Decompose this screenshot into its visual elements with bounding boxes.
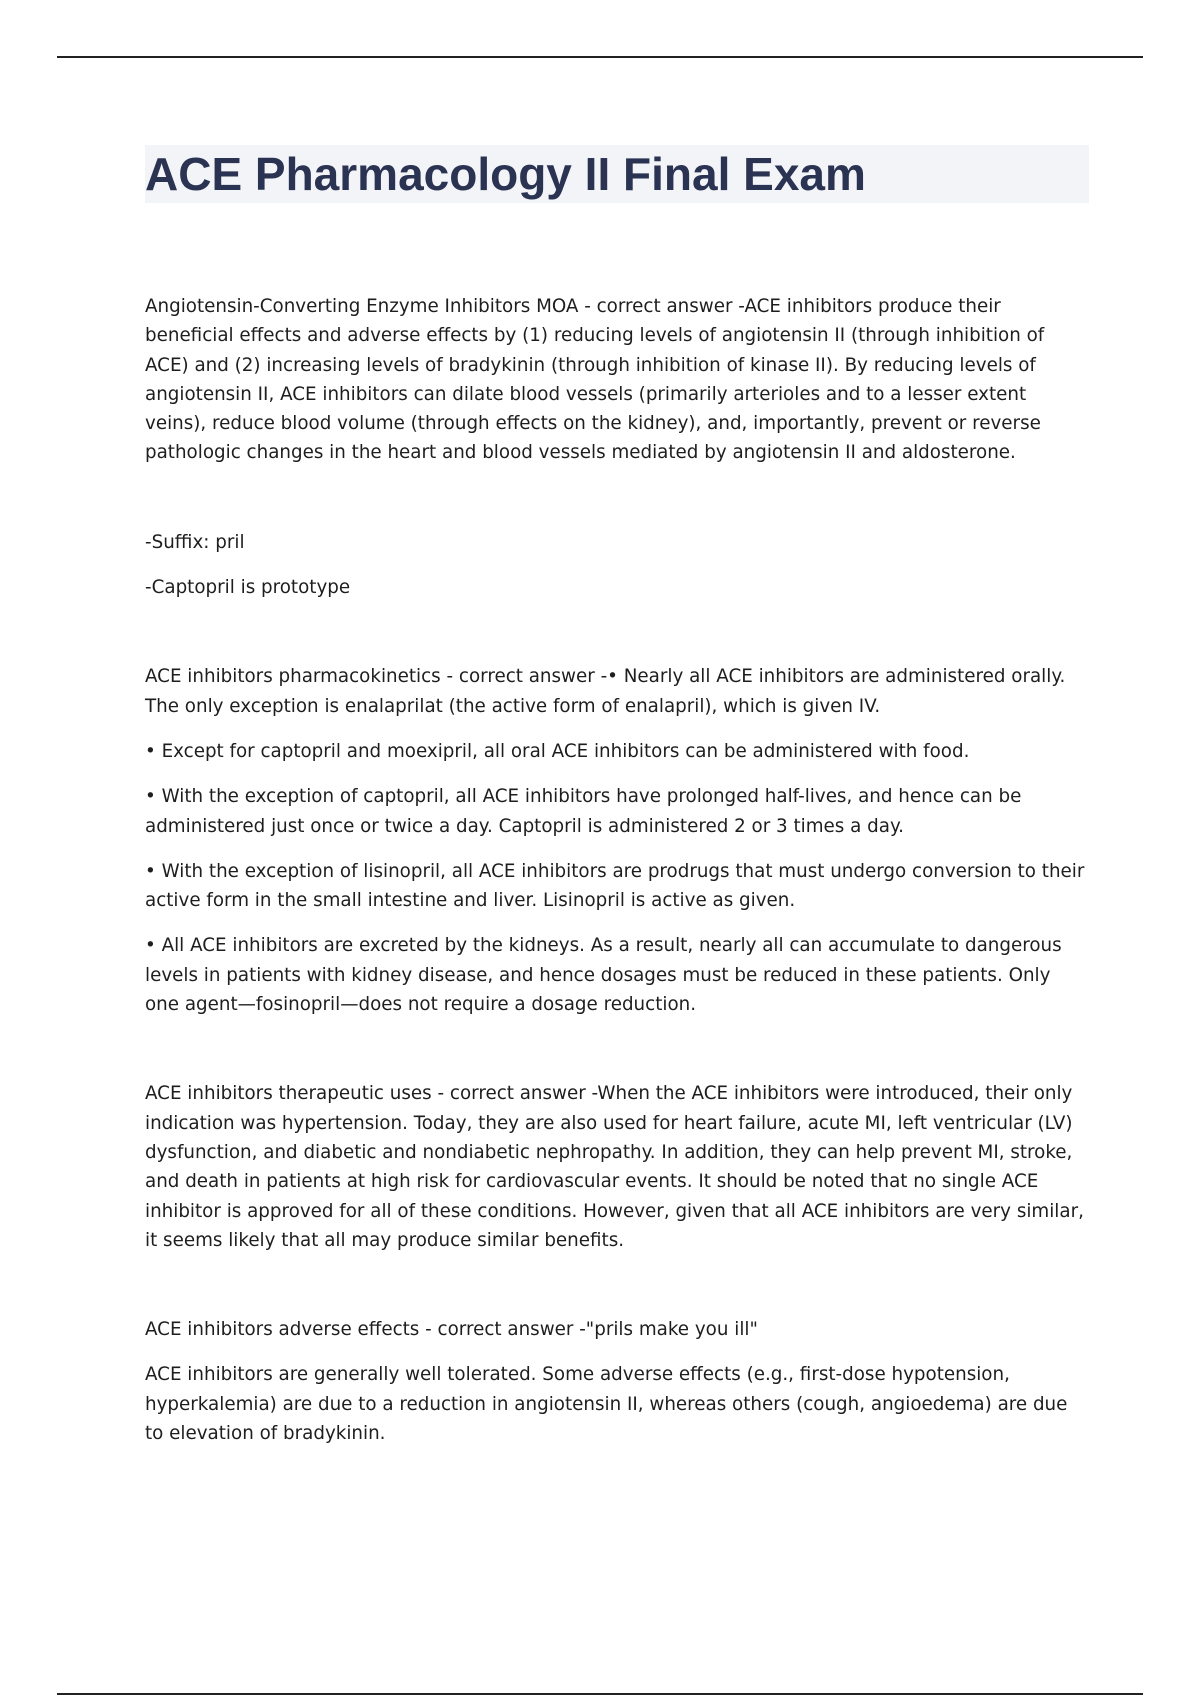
document-body bbox=[145, 292, 1090, 1448]
header-rule bbox=[57, 56, 1143, 58]
paragraph-prototype: -Captopril is prototype bbox=[145, 577, 351, 599]
section-moa bbox=[145, 292, 1090, 602]
paragraph-pk-half-lives: • With the exception of captopril, all ACE inhibitors have prolonged half-lives, and hence can be administered just once or twice a day. Captopril is administered 2 or 3 times a day. bbox=[145, 786, 1022, 837]
page-title: ACE Pharmacology II Final Exam bbox=[145, 148, 866, 200]
paragraph-pk-answer: ACE inhibitors pharmacokinetics - correct answer -• Nearly all ACE inhibitors are administered orally. The only exception is enalaprilat (the active form of enalapril), which is given IV. bbox=[145, 666, 1066, 717]
paragraph-pk-prodrugs: • With the exception of lisinopril, all ACE inhibitors are prodrugs that must undergo conversion to their active form in the small intestine and liver. Lisinopril is active as given. bbox=[145, 860, 1085, 912]
paragraph-pk-excretion: • All ACE inhibitors are excreted by the kidneys. As a result, nearly all can accumulate to dangerous levels in patients with kidney disease, and hence dosages must be reduced in these patients. Only one agent—fosinopril—does not require a dosage reduction. bbox=[145, 935, 1062, 1016]
paragraph-suffix: -Suffix: pril bbox=[145, 531, 245, 553]
section-adverse-effects bbox=[145, 1315, 1090, 1448]
section-therapeutic-uses bbox=[145, 1079, 1090, 1255]
section-pharmacokinetics bbox=[145, 662, 1090, 1019]
paragraph-adverse-answer: ACE inhibitors adverse effects - correct answer -"prils make you ill" bbox=[145, 1319, 758, 1341]
footer-rule bbox=[57, 1693, 1143, 1695]
paragraph-pk-food: • Except for captopril and moexipril, all oral ACE inhibitors can be administered with food. bbox=[145, 740, 970, 762]
paragraph-moa-answer: Angiotensin-Converting Enzyme Inhibitors MOA - correct answer -ACE inhibitors produce their beneficial effects and adverse effects by (1) reducing levels of angiotensin II (through inhibition of ACE) and (2) increasing levels of bradykinin (through inhibition of kinase II). By reducing levels of angiotensin II, ACE inhibitors can dilate blood vessels (primarily arterioles and to a lesser extent veins), reduce blood volume (through effects on the kidney), and, importantly, prevent or reverse pathologic changes in the heart and blood vessels mediated by angiotensin II and aldosterone. bbox=[145, 296, 1045, 464]
paragraph-therapeutic-answer: ACE inhibitors therapeutic uses - correct answer -When the ACE inhibitors were introduced, their only indication was hypertension. Today, they are also used for heart failure, acute MI, left ventricular (LV) dysfunction, and diabetic and nondiabetic nephropathy. In addition, they can help prevent MI, stroke, and death in patients at high risk for cardiovascular events. It should be noted that no single ACE inhibitor is approved for all of these conditions. However, given that all ACE inhibitors are very similar, it seems likely that all may produce similar benefits. bbox=[145, 1083, 1084, 1251]
paragraph-adverse-detail: ACE inhibitors are generally well tolerated. Some adverse effects (e.g., first-dose hypotension, hyperkalemia) are due to a reduction in angiotensin II, whereas others (cough, angioedema) are due to elevation of bradykinin. bbox=[145, 1364, 1068, 1445]
